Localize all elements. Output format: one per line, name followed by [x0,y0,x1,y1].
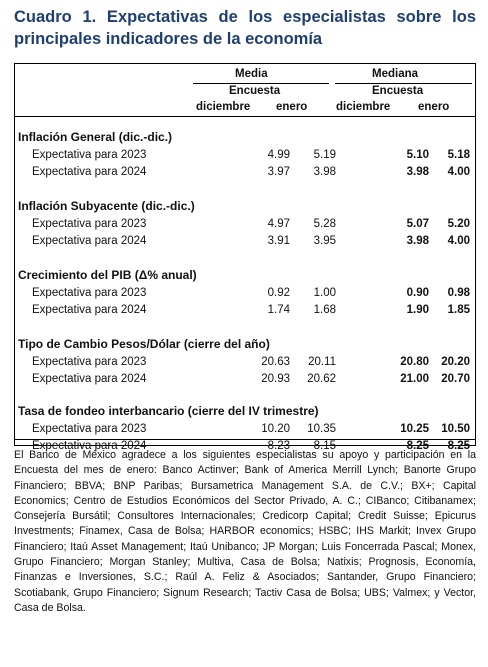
cell-media-enero: 3.98 [313,166,336,178]
cell-mediana-diciembre: 5.10 [406,149,429,161]
cell-mediana-enero: 10.50 [441,423,470,435]
cell-media-enero: 5.28 [313,218,336,230]
cell-media-enero: 1.68 [313,304,336,316]
cell-mediana-enero: 5.18 [447,149,470,161]
cell-mediana-diciembre: 0.90 [406,287,429,299]
row-label: Expectativa para 2024 [32,304,147,316]
page-title: Cuadro 1. Expectativas de los especialistas sobre los principales indicadores de la economía [14,8,476,48]
header-encuesta-media: Encuesta [229,85,281,97]
cell-media-enero: 5.19 [313,149,336,161]
cell-media-diciembre: 20.93 [261,373,290,385]
cell-media-diciembre: 3.97 [267,166,290,178]
cell-mediana-diciembre: 1.90 [406,304,429,316]
cell-media-diciembre: 4.99 [267,149,290,161]
last-row-rule [15,439,475,440]
row-label: Expectativa para 2024 [32,440,147,452]
section-title: Inflación Subyacente (dic.-dic.) [18,199,195,213]
cell-media-diciembre: 10.20 [261,423,290,435]
cell-media-diciembre: 3.91 [267,235,290,247]
cell-media-diciembre: 20.63 [261,356,290,368]
cell-mediana-enero: 5.20 [447,218,470,230]
header-enero-media: enero [276,101,308,113]
cell-mediana-enero: 20.20 [441,356,470,368]
header-diciembre-media: diciembre [196,101,251,113]
section-title: Crecimiento del PIB (Δ% anual) [18,268,197,282]
cell-mediana-enero: 8.25 [447,440,470,452]
cell-mediana-diciembre: 8.25 [406,440,429,452]
cell-mediana-enero: 4.00 [447,235,470,247]
row-label: Expectativa para 2024 [32,373,147,385]
section-title: Inflación General (dic.-dic.) [18,130,173,144]
row-label: Expectativa para 2023 [32,423,147,435]
cell-media-diciembre: 1.74 [267,304,290,316]
row-label: Expectativa para 2023 [32,218,147,230]
cell-mediana-diciembre: 3.98 [406,166,429,178]
footnote: El Banco de México agradece a los siguientes especialistas su apoyo y participación en la Encuesta del mes de enero: Banco Actinver; Bank of America Merrill Lynch; Banorte Grupo Financiero; BBVA; BNP Paribas; Bursametrica Management S.A. de C.V.; BX+; Capital Economics; Centro de Estudios Económicos del Sector Privado, A. C.; CIBanco; Citibanamex; Consejería Bursátil; Consultores Internacionales; Credicorp Capital; Credit Suisse; Epicurus Investments; Finamex, Casa de Bolsa; HARBOR economics; HSBC; IHS Markit; Invex Grupo Financiero; Itaú Asset Management; Itaú Unibanco; JP Morgan; Luis Foncerrada Pascal; Monex, Grupo Financiero; Morgan Stanley; Multiva, Casa de Bolsa; Natixis; Prognosis, Economía, Finanzas e Inversiones, S.C.; Raúl A. Feliz & Asociados; Santander, Grupo Financiero; Scotiabank, Grupo Financiero; Signum Research; Tactiv Casa de Bolsa; UBS; Valmex; y Vector, Casa de Bolsa. [14,449,476,614]
row-label: Expectativa para 2023 [32,287,147,299]
section-title: Tipo de Cambio Pesos/Dólar (cierre del año) [18,337,270,351]
row-label: Expectativa para 2024 [32,166,147,178]
header-rule-media [193,83,329,84]
row-label: Expectativa para 2023 [32,149,147,161]
row-label: Expectativa para 2023 [32,356,147,368]
cell-media-enero: 1.00 [313,287,336,299]
cell-mediana-diciembre: 20.80 [400,356,429,368]
header-media: Media [235,68,268,80]
header-bottom-rule [15,116,475,117]
cell-media-enero: 10.35 [307,423,336,435]
cell-mediana-enero: 4.00 [447,166,470,178]
cell-media-diciembre: 8.23 [267,440,290,452]
header-mediana: Mediana [372,68,419,80]
header-encuesta-mediana: Encuesta [372,85,424,97]
header-diciembre-mediana: diciembre [336,101,391,113]
cell-media-enero: 8.15 [313,440,336,452]
section-title: Tasa de fondeo interbancario (cierre del IV trimestre) [18,404,319,418]
cell-mediana-diciembre: 3.98 [406,235,429,247]
header-rule-mediana [335,83,472,84]
expectations-table [14,63,476,452]
cell-mediana-enero: 1.85 [447,304,470,316]
cell-mediana-diciembre: 5.07 [406,218,429,230]
cell-mediana-enero: 0.98 [447,287,470,299]
cell-media-diciembre: 4.97 [267,218,290,230]
cell-media-enero: 20.62 [307,373,336,385]
cell-mediana-diciembre: 21.00 [400,373,429,385]
cell-media-diciembre: 0.92 [267,287,290,299]
header-enero-mediana: enero [418,101,450,113]
row-label: Expectativa para 2024 [32,235,147,247]
cell-media-enero: 20.11 [308,356,336,368]
cell-media-enero: 3.95 [313,235,336,247]
cell-mediana-enero: 20.70 [441,373,470,385]
cell-mediana-diciembre: 10.25 [400,423,429,435]
